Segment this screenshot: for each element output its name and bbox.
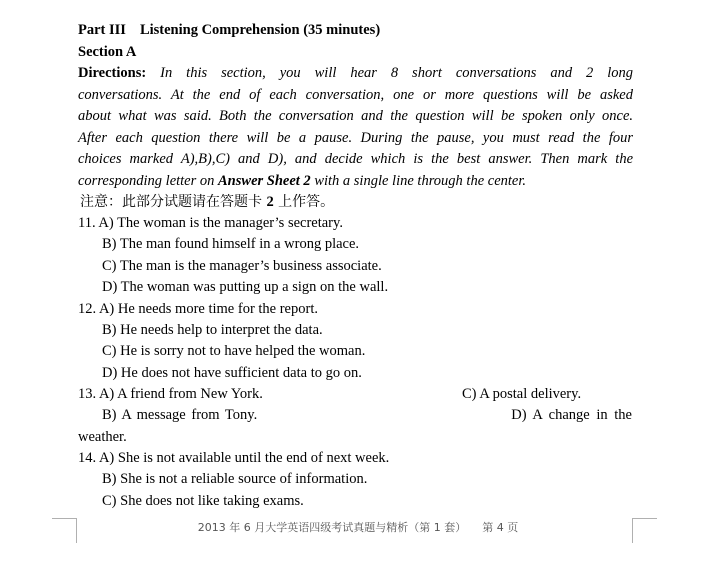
q12-option-d: D) He does not have sufficient data to go on.: [102, 365, 362, 381]
q11-option-d: D) The woman was putting up a sign on the wall.: [102, 279, 389, 295]
part-number: Part III: [78, 22, 126, 38]
part-heading: [78, 20, 380, 41]
q13-option-d-continued: weather.: [78, 429, 127, 445]
q11-option-a: 11. A) The woman is the manager’s secretary.: [78, 215, 343, 231]
section-heading: Section A: [78, 44, 137, 60]
directions-line-6: corresponding letter on Answer Sheet 2 with a single line through the center.: [78, 173, 527, 189]
q14-option-b: B) She is not a reliable source of information.: [102, 471, 368, 487]
q14-option-a: 14. A) She is not available until the end of next week.: [78, 450, 390, 466]
page-footer: [0, 519, 716, 535]
directions-line-3: about what was said. Both the conversation and the question will be spoken only once.: [78, 108, 633, 124]
q12-option-b: B) He needs help to interpret the data.: [102, 322, 323, 338]
directions-label: Directions:: [78, 65, 147, 81]
footer-title: 2013 年 6 月大学英语四级考试真题与精析（第 1 套）: [197, 521, 467, 534]
directions-line-4: After each question there will be a pause. During the pause, you must read the four: [78, 130, 633, 146]
directions-line-2: conversations. At the end of each conversation, one or more questions will be asked: [78, 87, 633, 103]
q13-option-d: D) A change in the: [511, 407, 632, 423]
page-number: 第 4 页: [482, 521, 519, 534]
answer-sheet-ref: Answer Sheet 2: [218, 173, 311, 189]
q12-option-c: C) He is sorry not to have helped the woman.: [102, 343, 366, 359]
q13-option-a: 13. A) A friend from New York.: [78, 386, 263, 402]
q13-option-c: C) A postal delivery.: [462, 386, 582, 402]
directions-line-5: choices marked A),B),C) and D), and decide which is the best answer. Then mark the: [78, 151, 633, 167]
q12-option-a: 12. A) He needs more time for the report.: [78, 301, 318, 317]
q14-option-c: C) She does not like taking exams.: [102, 493, 304, 509]
chinese-note: 注意：此部分试题请在答题卡 2 上作答。: [80, 194, 335, 210]
q13-option-b: B) A message from Tony.: [102, 407, 258, 423]
q11-option-b: B) The man found himself in a wrong place.: [102, 236, 360, 252]
directions-line-1: Directions: In this section, you will hear 8 short conversations and 2 long: [78, 65, 633, 81]
part-title: Listening Comprehension (35 minutes): [139, 22, 381, 38]
q11-option-c: C) The man is the manager’s business associate.: [102, 258, 382, 274]
